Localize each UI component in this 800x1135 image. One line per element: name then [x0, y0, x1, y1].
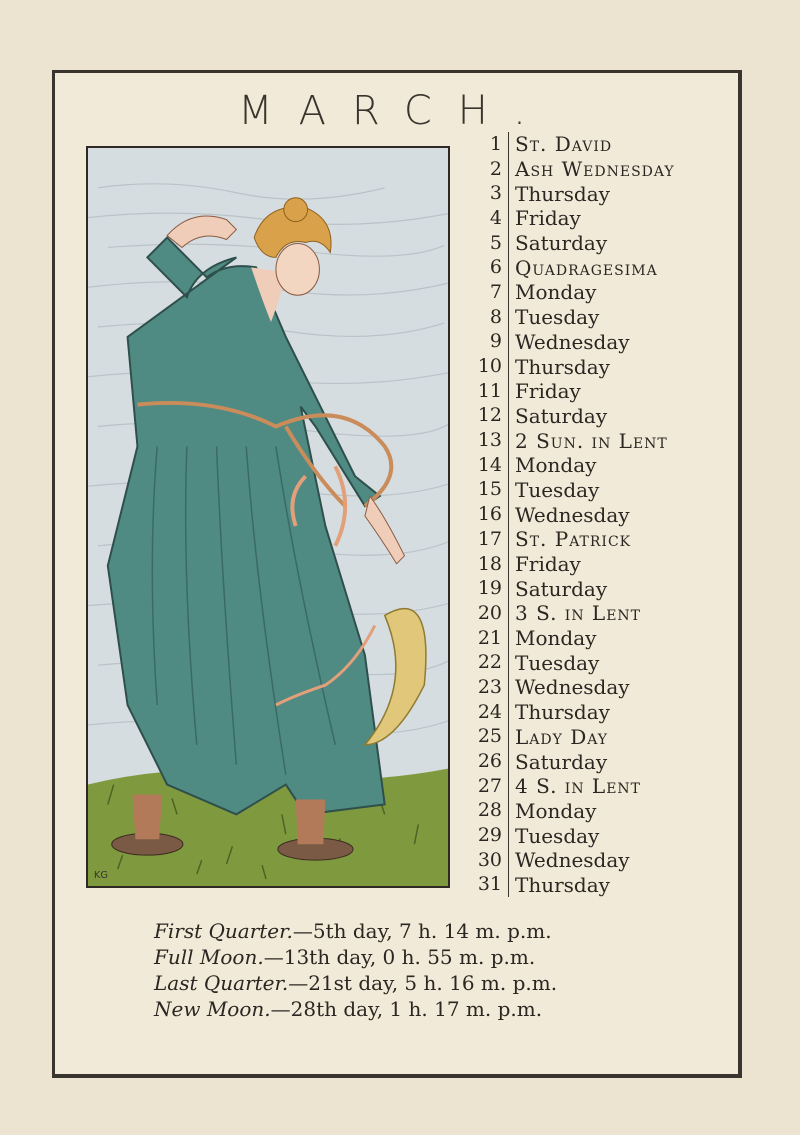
day-number: 18	[477, 552, 502, 575]
day-name: Monday	[508, 453, 596, 478]
day-number: 11	[477, 379, 502, 402]
phase-row	[154, 996, 734, 1022]
day-name: Monday	[508, 280, 596, 305]
calendar-row	[460, 774, 760, 799]
day-name: Ash Wednesday	[508, 157, 675, 182]
day-name: 4 S. in Lent	[508, 774, 641, 799]
day-name: Thursday	[508, 873, 610, 898]
day-number: 21	[477, 626, 502, 649]
day-name: Thursday	[508, 354, 610, 379]
calendar-list	[460, 132, 760, 897]
calendar-row	[460, 700, 760, 725]
day-name: Saturday	[508, 404, 607, 429]
day-number: 30	[477, 848, 502, 871]
day-name: Wednesday	[508, 675, 630, 700]
calendar-row	[460, 601, 760, 626]
day-name: Friday	[508, 552, 581, 577]
right-stocking	[296, 799, 326, 844]
phase-time: —28th day, 1 h. 17 m. p.m.	[270, 997, 543, 1021]
calendar-row	[460, 799, 760, 824]
calendar-row	[460, 502, 760, 527]
day-number: 31	[477, 873, 502, 896]
phase-time: —5th day, 7 h. 14 m. p.m.	[292, 919, 552, 943]
day-number: 6	[489, 256, 502, 279]
calendar-row	[460, 206, 760, 231]
calendar-row	[460, 626, 760, 651]
calendar-row	[460, 576, 760, 601]
day-name: Saturday	[508, 749, 607, 774]
day-name: Saturday	[508, 231, 607, 256]
face	[276, 243, 320, 295]
day-number: 27	[477, 774, 502, 797]
day-name: Tuesday	[508, 305, 599, 330]
day-number: 24	[477, 700, 502, 723]
day-name: Friday	[508, 379, 581, 404]
calendar-row	[460, 675, 760, 700]
day-number: 15	[477, 478, 502, 501]
day-number: 1	[489, 132, 502, 155]
day-number: 7	[489, 280, 502, 303]
calendar-row	[460, 848, 760, 873]
calendar-row	[460, 725, 760, 750]
phase-time: —13th day, 0 h. 55 m. p.m.	[263, 945, 536, 969]
day-name: Wednesday	[508, 330, 630, 355]
day-name: Lady Day	[508, 725, 608, 750]
day-name: 3 S. in Lent	[508, 601, 641, 626]
calendar-row	[460, 181, 760, 206]
calendar-row	[460, 527, 760, 552]
day-number: 20	[477, 601, 502, 624]
calendar-row	[460, 552, 760, 577]
day-name: Thursday	[508, 181, 610, 206]
phase-row	[154, 944, 734, 970]
day-number: 28	[477, 799, 502, 822]
day-name: Tuesday	[508, 823, 599, 848]
day-name: Quadragesima	[508, 255, 658, 280]
calendar-row	[460, 453, 760, 478]
calendar-row	[460, 280, 760, 305]
calendar-row	[460, 823, 760, 848]
calendar-row	[460, 255, 760, 280]
calendar-row	[460, 305, 760, 330]
day-number: 2	[489, 157, 502, 180]
hair-bun	[284, 198, 308, 222]
day-name: 2 Sun. in Lent	[508, 428, 668, 453]
calendar-row	[460, 749, 760, 774]
calendar-row	[460, 379, 760, 404]
day-number: 8	[489, 305, 502, 328]
day-name: St. Patrick	[508, 527, 631, 552]
phase-label: New Moon.	[154, 997, 271, 1021]
day-number: 16	[477, 503, 502, 526]
calendar-row	[460, 330, 760, 355]
day-name: Friday	[508, 206, 581, 231]
day-number: 9	[489, 330, 502, 353]
phase-label: First Quarter.	[154, 919, 293, 943]
calendar-row	[460, 873, 760, 898]
day-number: 22	[477, 651, 502, 674]
day-number: 5	[489, 231, 502, 254]
day-number: 17	[477, 527, 502, 550]
day-number: 12	[477, 404, 502, 427]
day-name: St. David	[508, 132, 612, 157]
day-number: 14	[477, 453, 502, 476]
calendar-row	[460, 478, 760, 503]
day-number: 13	[477, 429, 502, 452]
calendar-row	[460, 157, 760, 182]
illustration-svg	[88, 148, 448, 886]
day-number: 4	[489, 206, 502, 229]
day-number: 10	[477, 355, 502, 378]
phase-time: —21st day, 5 h. 16 m. p.m.	[288, 971, 558, 995]
page-title: MARCH.	[238, 88, 552, 134]
day-name: Monday	[508, 799, 596, 824]
day-number: 29	[477, 824, 502, 847]
day-name: Monday	[508, 626, 596, 651]
left-stocking	[133, 794, 163, 839]
illustration-dancing-woman	[86, 146, 450, 888]
phase-label: Full Moon.	[154, 945, 264, 969]
day-name: Tuesday	[508, 650, 599, 675]
day-number: 23	[477, 675, 502, 698]
artist-monogram: KG	[93, 870, 109, 882]
day-number: 3	[489, 182, 502, 205]
calendar-row	[460, 428, 760, 453]
calendar-row	[460, 132, 760, 157]
day-name: Wednesday	[508, 848, 630, 873]
moon-phases	[154, 918, 734, 1022]
day-name: Tuesday	[508, 478, 599, 503]
day-number: 26	[477, 750, 502, 773]
day-number: 19	[477, 577, 502, 600]
phase-row	[154, 970, 734, 996]
calendar-row	[460, 354, 760, 379]
calendar-row	[460, 650, 760, 675]
day-name: Saturday	[508, 576, 607, 601]
day-number: 25	[477, 725, 502, 748]
phase-row	[154, 918, 734, 944]
phase-label: Last Quarter.	[154, 971, 289, 995]
day-name: Thursday	[508, 700, 610, 725]
calendar-row	[460, 404, 760, 429]
day-name: Wednesday	[508, 502, 630, 527]
calendar-row	[460, 231, 760, 256]
